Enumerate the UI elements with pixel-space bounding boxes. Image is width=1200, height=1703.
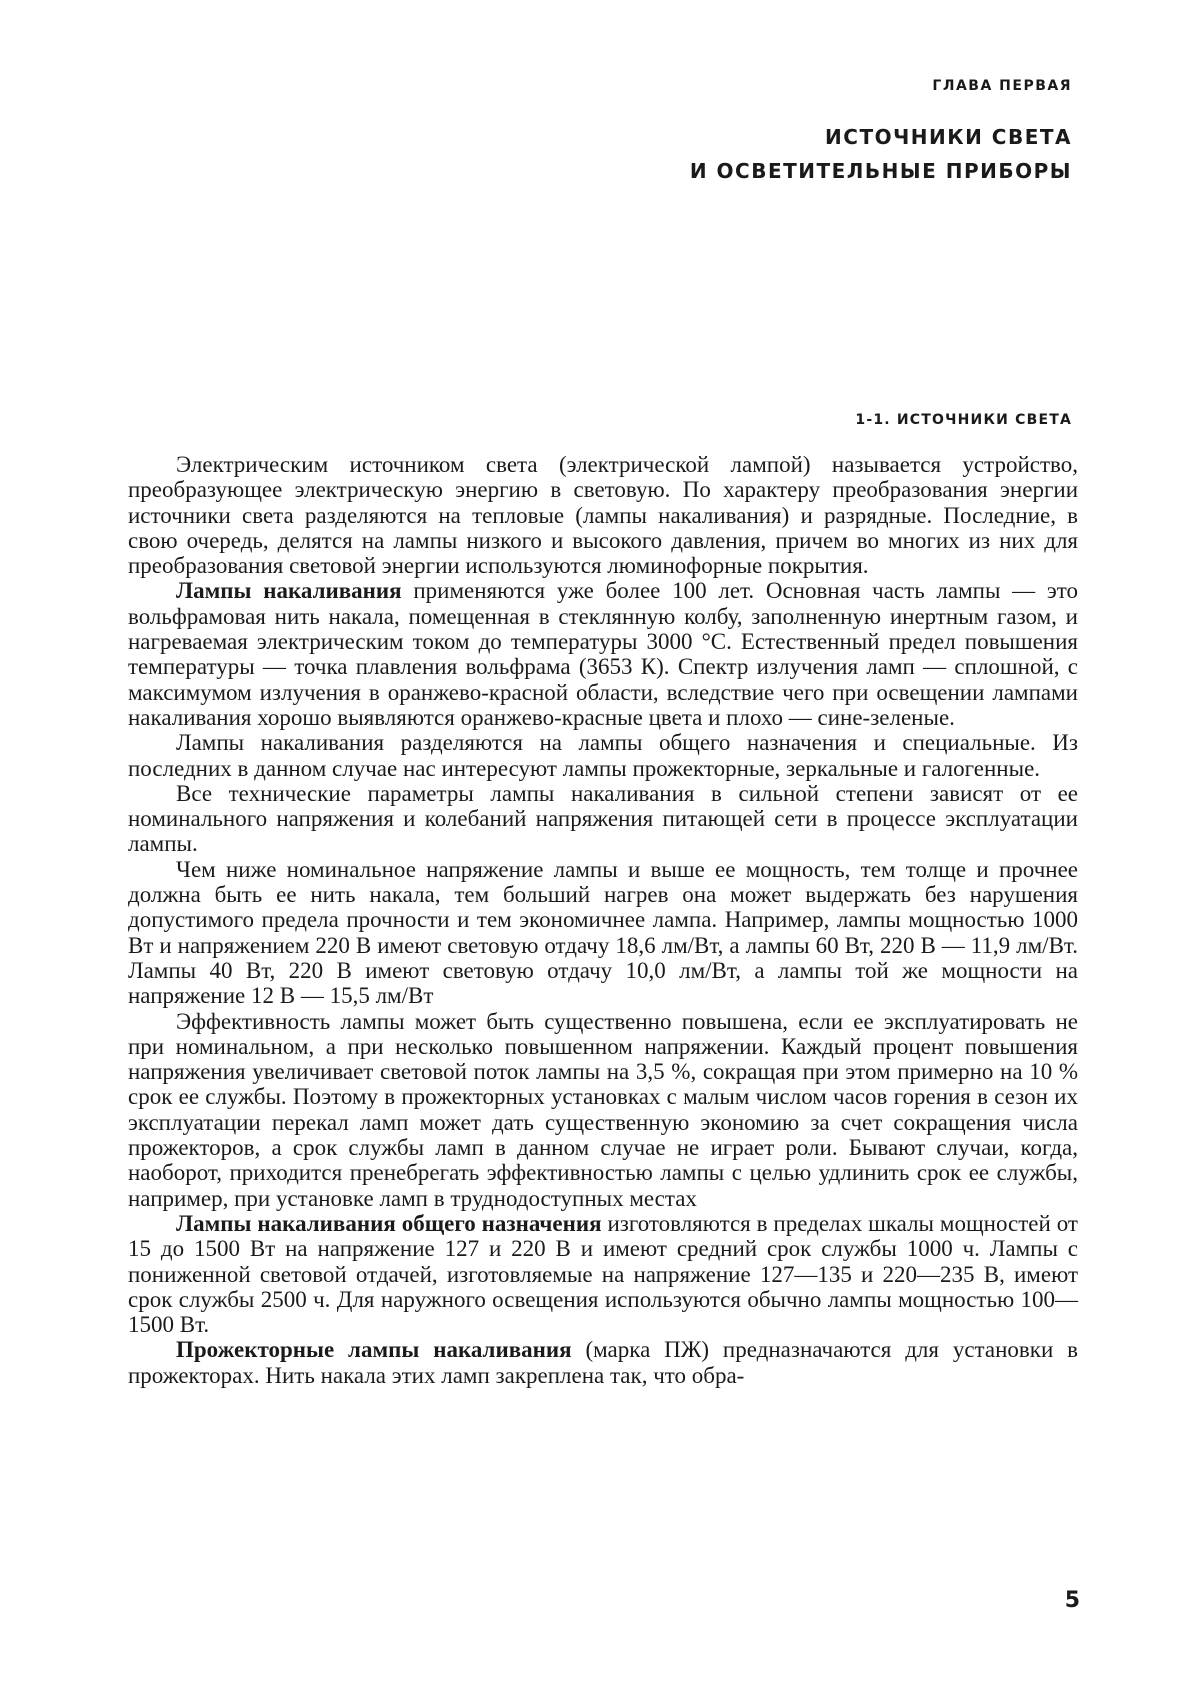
- paragraph-7-text: изготовляются в пределах шкалы мощностей от 15 до 1500 Вт на напряжение 127 и 220 В и имеют средний срок службы 1000 ч. Лампы с пониженной световой отдачей, изготовляемые на напряжение 127—135 и 220—235 В, имеют срок службы 2500 ч. Для наружного освещения используются обычно лампы мощностью 100—1500 Вт.: [128, 1210, 1078, 1338]
- paragraph-2-lead-term: Лампы накаливания: [176, 578, 402, 604]
- paragraph-2: [128, 578, 1078, 730]
- section-heading: 1-1. ИСТОЧНИКИ СВЕТА: [855, 412, 1072, 428]
- paragraph-8: [128, 1337, 1078, 1388]
- body-text: [128, 452, 1078, 1388]
- chapter-label: ГЛАВА ПЕРВАЯ: [932, 78, 1072, 94]
- paragraph-8-text: (марка ПЖ) предназначаются для установки в прожекторах. Нить накала этих ламп закреплена так, что обра-: [128, 1337, 1078, 1388]
- paragraph-1: Электрическим источником света (электрической лампой) называется устройство, преобразующее электрическую энергию в световую. По характеру преобразования энергии источники света разделяются на тепловые (лампы накаливания) и разрядные. Последние, в свою очередь, делятся на лампы низкого и высокого давления, причем во многих из них для преобразования световой энергии используются люминофорные покрытия.: [128, 452, 1078, 579]
- paragraph-2-text: применяются уже более 100 лет. Основная часть лампы — это вольфрамовая нить накала, помещенная в стеклянную колбу, заполненную инертным газом, и нагреваемая электрическим током до температуры 3000 °С. Естественный предел повышения температуры — точка плавления вольфрама (3653 К). Спектр излучения ламп — сплошной, с максимумом излучения в оранжево-красной области, вследствие чего при освещении лампами накаливания хорошо выявляются оранжево-красные цвета и плохо — сине-зеленые.: [128, 578, 1078, 730]
- chapter-title-line-2: И ОСВЕТИТЕЛЬНЫЕ ПРИБОРЫ: [689, 159, 1072, 183]
- paragraph-8-lead-term: Прожекторные лампы накаливания: [176, 1337, 572, 1363]
- paragraph-7-lead-term: Лампы накаливания общего назначения: [176, 1210, 602, 1236]
- paragraph-3: Лампы накаливания разделяются на лампы общего назначения и специальные. Из последних в данном случае нас интересуют лампы прожекторные, зеркальные и галогенные.: [128, 730, 1078, 781]
- paragraph-5: Чем ниже номинальное напряжение лампы и выше ее мощность, тем толще и прочнее должна быть ее нить накала, тем больший нагрев она может выдержать без нарушения допустимого предела прочности и тем экономичнее лампа. Например, лампы мощностью 1000 Вт и напряжением 220 В имеют световую отдачу 18,6 лм/Вт, а лампы 60 Вт, 220 В — 11,9 лм/Вт. Лампы 40 Вт, 220 В имеют световую отдачу 10,0 лм/Вт, а лампы той же мощности на напряжение 12 В — 15,5 лм/Вт: [128, 856, 1078, 1009]
- chapter-title-line-1: ИСТОЧНИКИ СВЕТА: [825, 125, 1072, 149]
- paragraph-4: Все технические параметры лампы накаливания в сильной степени зависят от ее номинального напряжения и колебаний напряжения питающей сети в процессе эксплуатации лампы.: [128, 780, 1078, 857]
- paragraph-7: [128, 1211, 1078, 1337]
- chapter-title: [690, 120, 1072, 188]
- paragraph-6: Эффективность лампы может быть существенно повышена, если ее эксплуатировать не при номинальном, а при несколько повышенном напряжении. Каждый процент повышения напряжения увеличивает световой поток лампы на 3,5 %, сокращая при этом примерно на 10 % срок ее службы. Поэтому в прожекторных установках с малым числом часов горения в сезон их эксплуатации перекал ламп может дать существенную экономию за счет сокращения числа прожекторов, а срок службы ламп в данном случае не играет роли. Бывают случаи, когда, наоборот, приходится пренебрегать эффективностью лампы с целью удлинить срок ее службы, например, при установке ламп в труднодоступных местах: [128, 1008, 1078, 1211]
- page-number: 5: [1064, 1588, 1080, 1613]
